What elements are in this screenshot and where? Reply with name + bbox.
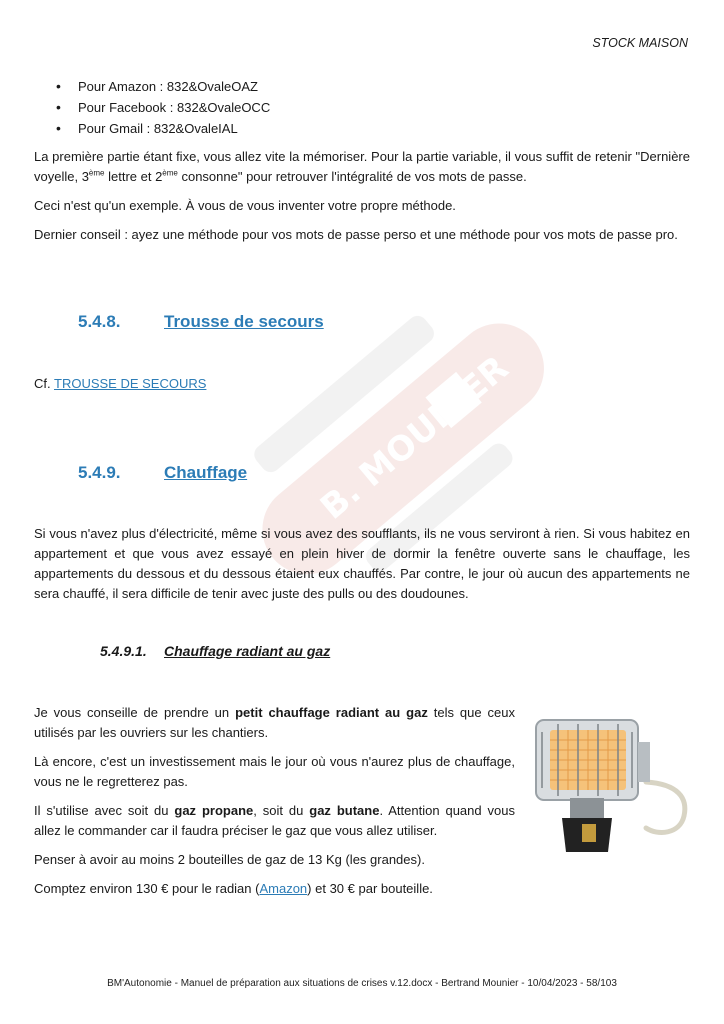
- heading-number: 5.4.9.1.: [100, 643, 147, 659]
- list-item: • Pour Amazon : 832&OvaleOAZ: [78, 76, 690, 97]
- trousse-reference: Cf. TROUSSE DE SECOURS: [34, 376, 207, 391]
- radiant-paragraph-1: Je vous conseille de prendre un petit chauffage radiant au gaz tels que ceux utilisés par les ouvriers sur les chantiers.: [34, 705, 515, 740]
- heading-trousse-de-secours: [78, 312, 324, 332]
- radiant-paragraph-3: Il s'utilise avec soit du gaz propane, soit du gaz butane. Attention quand vous allez le commander car il faudra préciser le gaz que vous allez utiliser.: [34, 803, 515, 838]
- chauffage-paragraph: Si vous n'avez plus d'électricité, même si vous avez des soufflants, ils ne vous serviront à rien. Si vous habitez en appartement et que vous avez essayé en plein hiver de dormir la fenêtre ouverte sans le chauffage, les appartements du dessous et du dessous étaient eux chauffés. Par contre, le jour où aucun des appartements ne sera chauffé, il sera difficile de tenir avec juste des pulls ou des doudounes.: [34, 526, 690, 601]
- radiant-paragraph-4: Penser à avoir au moins 2 bouteilles de gaz de 13 Kg (les grandes).: [34, 852, 425, 867]
- radiant-text-block: [34, 703, 515, 899]
- radiant-paragraph-5: Comptez environ 130 € pour le radian (Amazon) et 30 € par bouteille.: [34, 881, 433, 896]
- chauffage-paragraph-block: [34, 524, 690, 604]
- gas-heater-image: [528, 712, 694, 862]
- heading-title: Chauffage radiant au gaz: [164, 643, 331, 659]
- heading-number: 5.4.8.: [78, 312, 121, 331]
- intro-block: [34, 76, 690, 245]
- intro-paragraph-2: Ceci n'est qu'un exemple. À vous de vous inventer votre propre méthode.: [34, 198, 456, 213]
- heading-chauffage: [78, 463, 247, 483]
- page-header: STOCK MAISON: [592, 36, 688, 50]
- intro-paragraph-1: La première partie étant fixe, vous allez vite la mémoriser. Pour la partie variable, il vous suffit de retenir "Dernière voyelle, 3ème lettre et 2ème consonne" pour retrouver l'intégralité de vos mots de passe.: [34, 149, 690, 184]
- intro-paragraph-3: Dernier conseil : ayez une méthode pour vos mots de passe perso et une méthode pour vos mots de passe pro.: [34, 227, 678, 242]
- list-item: • Pour Gmail : 832&OvaleIAL: [78, 118, 690, 139]
- page-footer: BM'Autonomie - Manuel de préparation aux situations de crises v.12.docx - Bertrand Mounier - 10/04/2023 - 58/103: [107, 978, 617, 989]
- list-item: • Pour Facebook : 832&OvaleOCC: [78, 97, 690, 118]
- heading-title: Trousse de secours: [164, 312, 324, 331]
- radiant-paragraph-2: Là encore, c'est un investissement mais le jour où vous n'aurez plus de chauffage, vous ne le regretterez pas.: [34, 754, 515, 789]
- password-examples-list: [34, 76, 690, 139]
- heading-title: Chauffage: [164, 463, 248, 482]
- trousse-de-secours-link[interactable]: TROUSSE DE SECOURS: [54, 376, 207, 391]
- heading-chauffage-radiant: [100, 643, 330, 659]
- amazon-link[interactable]: Amazon: [259, 881, 308, 896]
- watermark-text: B. MOUNIER: [313, 348, 517, 528]
- heading-number: 5.4.9.: [78, 463, 121, 482]
